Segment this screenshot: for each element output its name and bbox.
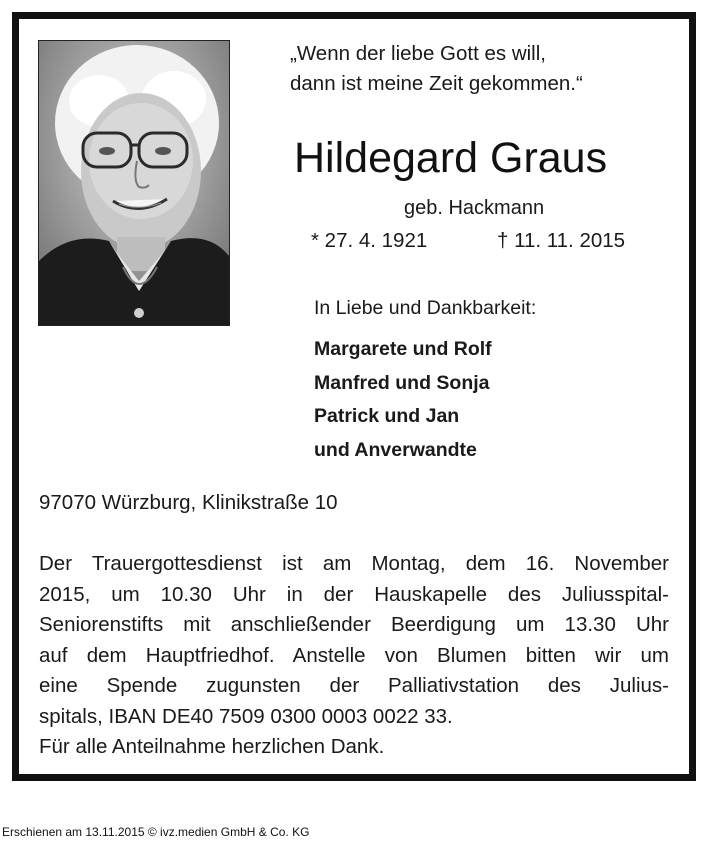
quote-line: „Wenn der liebe Gott es will, [290,42,546,65]
death-date: † 11. 11. 2015 [497,229,626,252]
portrait-photo [38,40,230,326]
service-line: Der Trauergottesdienst ist am Montag, dem 16. November [39,552,669,575]
mourners-list [314,333,492,467]
family-address: 97070 Würzburg, Klinikstraße 10 [39,491,338,514]
mourner-entry: und Anverwandte [314,438,477,461]
maiden-name: geb. Hackmann [404,197,545,219]
service-line: Seniorenstifts mit anschließender Beerdigung um 13.30 Uhr [39,613,669,636]
service-line: auf dem Hauptfriedhof. Anstelle von Blumen bitten wir um [39,643,669,667]
mourner-entry: Manfred und Sonja [314,371,490,394]
deceased-name: Hildegard Graus [294,134,608,182]
service-details [39,549,669,763]
thanks-intro: In Liebe und Dankbarkeit: [314,297,537,319]
service-line: eine Spende zugunsten der Palliativstation des Julius- [39,674,669,697]
mourner-entry: Patrick und Jan [314,405,460,427]
service-line: spitals, IBAN DE40 7509 0300 0003 0022 33. [39,704,453,728]
publication-footer: Erschienen am 13.11.2015 © ivz.medien GmbH & Co. KG [2,825,310,839]
quote-line: dann ist meine Zeit gekommen.“ [290,72,583,95]
memorial-quote [290,39,583,99]
birth-date: * 27. 4. 1921 [311,229,428,252]
service-line: Für alle Anteilnahme herzlichen Dank. [39,735,385,758]
obituary-notice [12,12,696,781]
service-line: 2015, um 10.30 Uhr in der Hauskapelle des Juliusspital- [39,582,669,606]
portrait-image [39,41,229,325]
mourner-entry: Margarete und Rolf [314,338,492,360]
